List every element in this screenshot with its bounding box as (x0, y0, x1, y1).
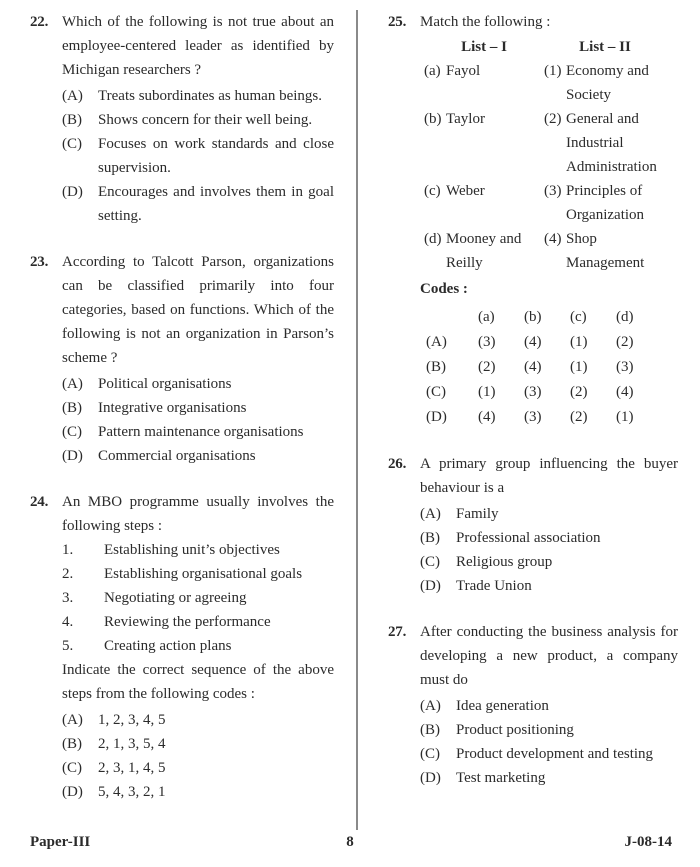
option-label: (C) (420, 554, 440, 570)
codes-cell: (2) (478, 359, 496, 375)
step-number: 1. (62, 542, 74, 558)
codes-cell: (4) (616, 384, 634, 400)
question-stem: Which of the following is not true about an employee-centered leader as identified by Michigan researchers ? (62, 14, 334, 78)
item-tag: (d) (424, 231, 442, 247)
options-list (62, 84, 334, 228)
question-body (420, 452, 678, 598)
option-text: Commercial organisations (98, 448, 256, 464)
codes-cell: (1) (616, 409, 634, 425)
list-item (544, 59, 678, 107)
list-1-item (420, 107, 544, 179)
option-label: (C) (62, 760, 82, 776)
option-label: (A) (62, 376, 83, 392)
page-footer (0, 831, 700, 853)
option-b[interactable] (420, 526, 678, 550)
option-text: Family (456, 506, 499, 522)
options-list (62, 372, 334, 468)
list-1-item (420, 227, 544, 275)
codes-row-label: (B) (426, 359, 446, 375)
option-text: 2, 3, 1, 4, 5 (98, 760, 166, 776)
item-tag: (1) (544, 63, 562, 79)
option-label: (D) (62, 784, 83, 800)
option-b[interactable] (62, 108, 334, 132)
match-row (420, 107, 678, 179)
options-list (420, 502, 678, 598)
item-text: Economy and Society (566, 63, 649, 103)
option-label: (A) (62, 88, 83, 104)
codes-cell: (4) (524, 359, 542, 375)
option-d[interactable] (62, 444, 334, 468)
item-text: General and Industrial Administration (566, 111, 657, 175)
option-label: (A) (62, 712, 83, 728)
option-text: Shows concern for their well being. (98, 112, 313, 128)
step-text: Creating action plans (104, 638, 232, 654)
option-label: (D) (420, 770, 441, 786)
option-c[interactable] (62, 132, 334, 180)
question-number: 25. (388, 14, 407, 30)
option-text: Political organisations (98, 376, 232, 392)
codes-option-c[interactable] (420, 380, 678, 405)
footer-paper-label: Paper-III (30, 834, 91, 850)
option-b[interactable] (420, 718, 678, 742)
option-text: Treats subordinates as human beings. (98, 88, 323, 104)
list-1-item (420, 59, 544, 107)
codes-header-c: (c) (570, 309, 587, 325)
option-text: 2, 1, 3, 5, 4 (98, 736, 166, 752)
step-text: Establishing organisational goals (104, 566, 303, 582)
codes-option-d[interactable] (420, 405, 678, 430)
codes-cell: (3) (524, 409, 542, 425)
steps-list (62, 538, 334, 658)
option-label: (D) (62, 184, 83, 200)
step-item (62, 538, 334, 562)
option-text: Product development and testing (456, 746, 654, 762)
question-body (62, 10, 334, 228)
step-number: 4. (62, 614, 74, 630)
codes-option-b[interactable] (420, 355, 678, 380)
codes-option-a[interactable] (420, 330, 678, 355)
option-text: Integrative organisations (98, 400, 247, 416)
option-label: (D) (62, 448, 83, 464)
codes-header-row (420, 305, 678, 330)
option-text: Idea generation (456, 698, 549, 714)
question-number: 24. (30, 494, 49, 510)
item-tag: (c) (424, 183, 441, 199)
option-label: (C) (62, 136, 82, 152)
list-item (424, 179, 544, 203)
option-label: (B) (420, 530, 440, 546)
option-label: (B) (62, 736, 82, 752)
item-text: Shop Management (566, 231, 645, 271)
footer-paper-code: J-08-14 (624, 834, 672, 850)
option-label: (B) (62, 400, 82, 416)
options-list (62, 708, 334, 804)
codes-row-label: (A) (426, 334, 447, 350)
list-headings (420, 35, 678, 59)
item-tag: (4) (544, 231, 562, 247)
codes-header-d: (d) (616, 309, 634, 325)
option-d[interactable] (420, 766, 678, 790)
item-text: Fayol (446, 63, 481, 79)
codes-header-blank (420, 305, 478, 330)
match-row (420, 227, 678, 275)
question-stem: An MBO programme usually involves the following steps : (62, 494, 334, 534)
item-text: Principles of Organization (566, 183, 645, 223)
list-1-heading: List – I (461, 39, 507, 55)
step-item (62, 586, 334, 610)
list-1-item (420, 179, 544, 227)
step-item (62, 610, 334, 634)
codes-row-label: (C) (426, 384, 446, 400)
option-c[interactable] (420, 550, 678, 574)
option-text: Focuses on work standards and close supervision. (98, 136, 334, 176)
option-text: Product positioning (456, 722, 574, 738)
option-label: (D) (420, 578, 441, 594)
question-23 (30, 250, 334, 468)
option-label: (C) (62, 424, 82, 440)
option-a[interactable] (62, 708, 334, 732)
question-stem: After conducting the business analysis for developing a new product, a company must do (420, 624, 678, 688)
codes-cell: (2) (570, 409, 588, 425)
step-text: Establishing unit’s objectives (104, 542, 280, 558)
option-c[interactable] (62, 756, 334, 780)
item-tag: (b) (424, 111, 442, 127)
step-text: Reviewing the performance (104, 614, 271, 630)
item-tag: (3) (544, 183, 562, 199)
option-a[interactable] (420, 502, 678, 526)
question-stem: Match the following : (420, 14, 551, 30)
codes-cell: (2) (570, 384, 588, 400)
question-22 (30, 10, 334, 228)
codes-cell: (3) (478, 334, 496, 350)
list-item (424, 107, 544, 131)
list-item (544, 179, 678, 227)
codes-cell: (2) (616, 334, 634, 350)
question-body (62, 490, 334, 804)
list-item (424, 59, 544, 83)
step-number: 5. (62, 638, 74, 654)
item-tag: (a) (424, 63, 441, 79)
codes-cell: (1) (570, 359, 588, 375)
option-c[interactable] (62, 420, 334, 444)
option-d[interactable] (62, 180, 334, 228)
codes-label: Codes : (420, 281, 468, 297)
list-item (544, 227, 678, 275)
option-text: Encourages and involves them in goal setting. (98, 184, 334, 224)
question-instruction: Indicate the correct sequence of the above steps from the following codes : (62, 662, 334, 702)
right-column (356, 0, 700, 826)
list-2-item (544, 59, 678, 107)
question-27 (388, 620, 678, 790)
question-number: 26. (388, 456, 407, 472)
codes-cell: (1) (478, 384, 496, 400)
list-2-item (544, 107, 678, 179)
option-b[interactable] (62, 732, 334, 756)
list-2-heading: List – II (579, 39, 631, 55)
item-text: Taylor (446, 111, 485, 127)
option-label: (C) (420, 746, 440, 762)
option-c[interactable] (420, 742, 678, 766)
item-text: Mooney and Reilly (446, 231, 522, 271)
option-text: 1, 2, 3, 4, 5 (98, 712, 166, 728)
option-b[interactable] (62, 396, 334, 420)
option-a[interactable] (62, 84, 334, 108)
list-2-item (544, 179, 678, 227)
codes-cell: (4) (524, 334, 542, 350)
option-d[interactable] (420, 574, 678, 598)
list-item (544, 107, 678, 179)
codes-header-a: (a) (478, 309, 495, 325)
codes-cell: (4) (478, 409, 496, 425)
option-d[interactable] (62, 780, 334, 804)
option-label: (B) (420, 722, 440, 738)
item-tag: (2) (544, 111, 562, 127)
codes-table (420, 305, 678, 430)
option-text: Religious group (456, 554, 553, 570)
option-label: (B) (62, 112, 82, 128)
codes-cell: (3) (616, 359, 634, 375)
codes-cell: (1) (570, 334, 588, 350)
left-column (0, 0, 356, 826)
codes-cell: (3) (524, 384, 542, 400)
option-text: Professional association (456, 530, 601, 546)
list-item (424, 227, 544, 275)
option-a[interactable] (420, 694, 678, 718)
question-24 (30, 490, 334, 804)
question-number: 23. (30, 254, 49, 270)
question-body (420, 620, 678, 790)
codes-row-label: (D) (426, 409, 447, 425)
step-item (62, 562, 334, 586)
step-text: Negotiating or agreeing (104, 590, 247, 606)
option-label: (A) (420, 698, 441, 714)
footer-page-number: 8 (346, 834, 354, 850)
match-row (420, 179, 678, 227)
question-26 (388, 452, 678, 598)
question-body (62, 250, 334, 468)
option-text: Test marketing (456, 770, 546, 786)
match-row (420, 59, 678, 107)
question-body (420, 10, 678, 430)
match-lists (420, 35, 678, 275)
step-number: 2. (62, 566, 74, 582)
codes-header-b: (b) (524, 309, 542, 325)
question-number: 22. (30, 14, 49, 30)
item-text: Weber (446, 183, 485, 199)
step-number: 3. (62, 590, 74, 606)
option-text: Pattern maintenance organisations (98, 424, 304, 440)
options-list (420, 694, 678, 790)
list-2-item (544, 227, 678, 275)
question-stem: According to Talcott Parson, organizations can be classified primarily into four categories, based on functions. Which of the following is not an organization in Parson’s scheme ? (62, 254, 334, 366)
question-25 (388, 10, 678, 430)
question-number: 27. (388, 624, 407, 640)
step-item (62, 634, 334, 658)
option-a[interactable] (62, 372, 334, 396)
question-stem: A primary group influencing the buyer behaviour is a (420, 456, 678, 496)
option-text: Trade Union (456, 578, 532, 594)
option-label: (A) (420, 506, 441, 522)
option-text: 5, 4, 3, 2, 1 (98, 784, 166, 800)
